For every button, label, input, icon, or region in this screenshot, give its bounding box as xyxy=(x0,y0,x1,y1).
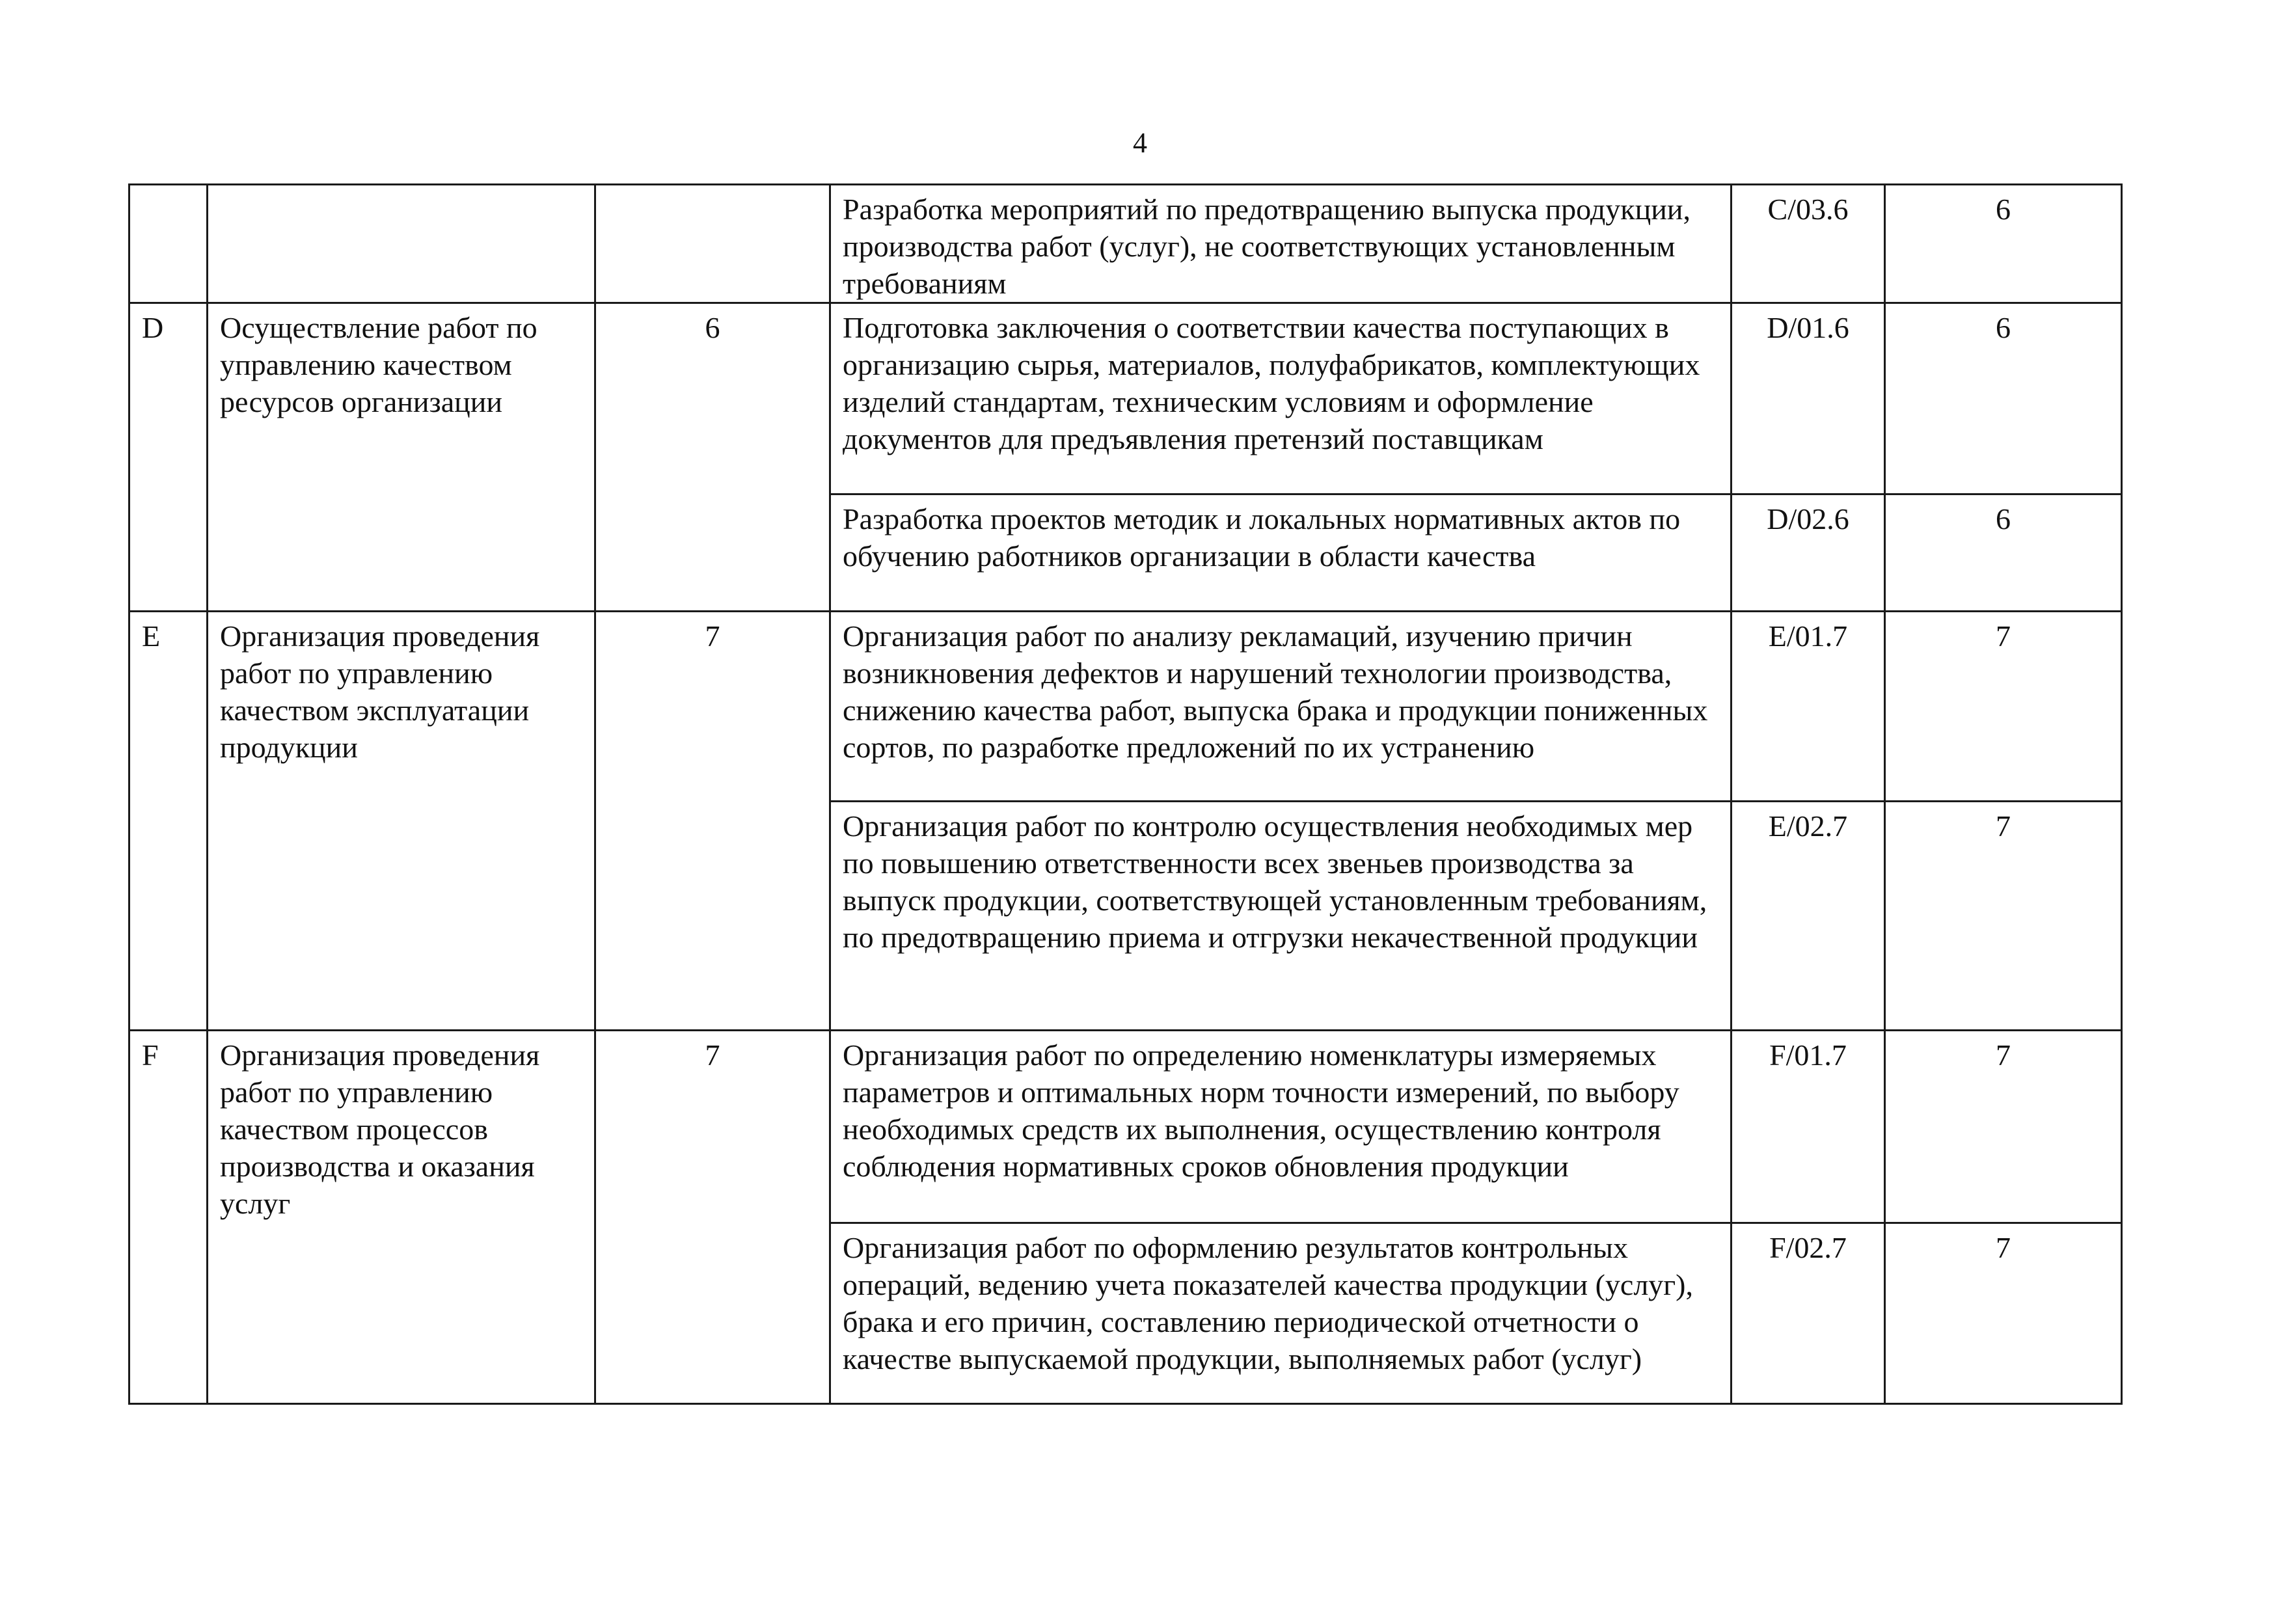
labor-function-code: C/03.6 xyxy=(1732,185,1885,303)
labor-function-code: D/01.6 xyxy=(1732,303,1885,494)
labor-function-code: E/01.7 xyxy=(1732,612,1885,802)
labor-function-name: Подготовка заключения о соответствии качества поступающих в организацию сырья, материалов, полуфабрикатов, комплектующих изделий стандартам, техническим условиям и оформление документов для предъявления претензий поставщикам xyxy=(830,303,1732,494)
generalized-function-code: E xyxy=(129,612,208,1031)
sub-qualification-level: 7 xyxy=(1885,802,2122,1031)
page-number: 4 xyxy=(1133,127,1147,159)
labor-function-name: Разработка мероприятий по предотвращению выпуска продукции, производства работ (услуг), не соответствующих установленным требованиям xyxy=(830,185,1732,303)
labor-function-code: F/02.7 xyxy=(1732,1223,1885,1404)
labor-function-name: Организация работ по анализу рекламаций, изучению причин возникновения дефектов и нарушений технологии производства, снижению качества работ, выпуска брака и продукции пониженных сортов, по разработке предложений по их устранению xyxy=(830,612,1732,802)
qualification-level xyxy=(595,185,830,303)
generalized-function-name: Осуществление работ по управлению качеством ресурсов организации xyxy=(208,303,595,612)
generalized-function-name xyxy=(208,185,595,303)
generalized-function-name: Организация проведения работ по управлению качеством эксплуатации продукции xyxy=(208,612,595,1031)
table-row xyxy=(129,1031,2122,1223)
qualification-level: 6 xyxy=(595,303,830,612)
generalized-function-name: Организация проведения работ по управлению качеством процессов производства и оказания услуг xyxy=(208,1031,595,1404)
table-row xyxy=(129,303,2122,494)
labor-function-code: D/02.6 xyxy=(1732,494,1885,612)
labor-function-name: Разработка проектов методик и локальных нормативных актов по обучению работников организации в области качества xyxy=(830,494,1732,612)
sub-qualification-level: 6 xyxy=(1885,494,2122,612)
qualification-level: 7 xyxy=(595,1031,830,1404)
qualification-level: 7 xyxy=(595,612,830,1031)
sub-qualification-level: 7 xyxy=(1885,612,2122,802)
generalized-function-code: F xyxy=(129,1031,208,1404)
generalized-function-code xyxy=(129,185,208,303)
sub-qualification-level: 6 xyxy=(1885,185,2122,303)
sub-qualification-level: 7 xyxy=(1885,1031,2122,1223)
sub-qualification-level: 7 xyxy=(1885,1223,2122,1404)
labor-function-code: F/01.7 xyxy=(1732,1031,1885,1223)
generalized-function-code: D xyxy=(129,303,208,612)
labor-function-name: Организация работ по определению номенклатуры измеряемых параметров и оптимальных норм точности измерений, по выбору необходимых средств их выполнения, осуществлению контроля соблюдения нормативных сроков обновления продукции xyxy=(830,1031,1732,1223)
sub-qualification-level: 6 xyxy=(1885,303,2122,494)
table-row xyxy=(129,612,2122,802)
table-row xyxy=(129,185,2122,303)
labor-function-code: E/02.7 xyxy=(1732,802,1885,1031)
labor-function-name: Организация работ по оформлению результатов контрольных операций, ведению учета показателей качества продукции (услуг), брака и его причин, составлению периодической отчетности о качестве выпускаемой продукции, выполняемых работ (услуг) xyxy=(830,1223,1732,1404)
labor-function-name: Организация работ по контролю осуществления необходимых мер по повышению ответственности всех звеньев производства за выпуск продукции, соответствующей установленным требованиям, по предотвращению приема и отгрузки некачественной продукции xyxy=(830,802,1732,1031)
functions-table xyxy=(128,183,2123,1405)
